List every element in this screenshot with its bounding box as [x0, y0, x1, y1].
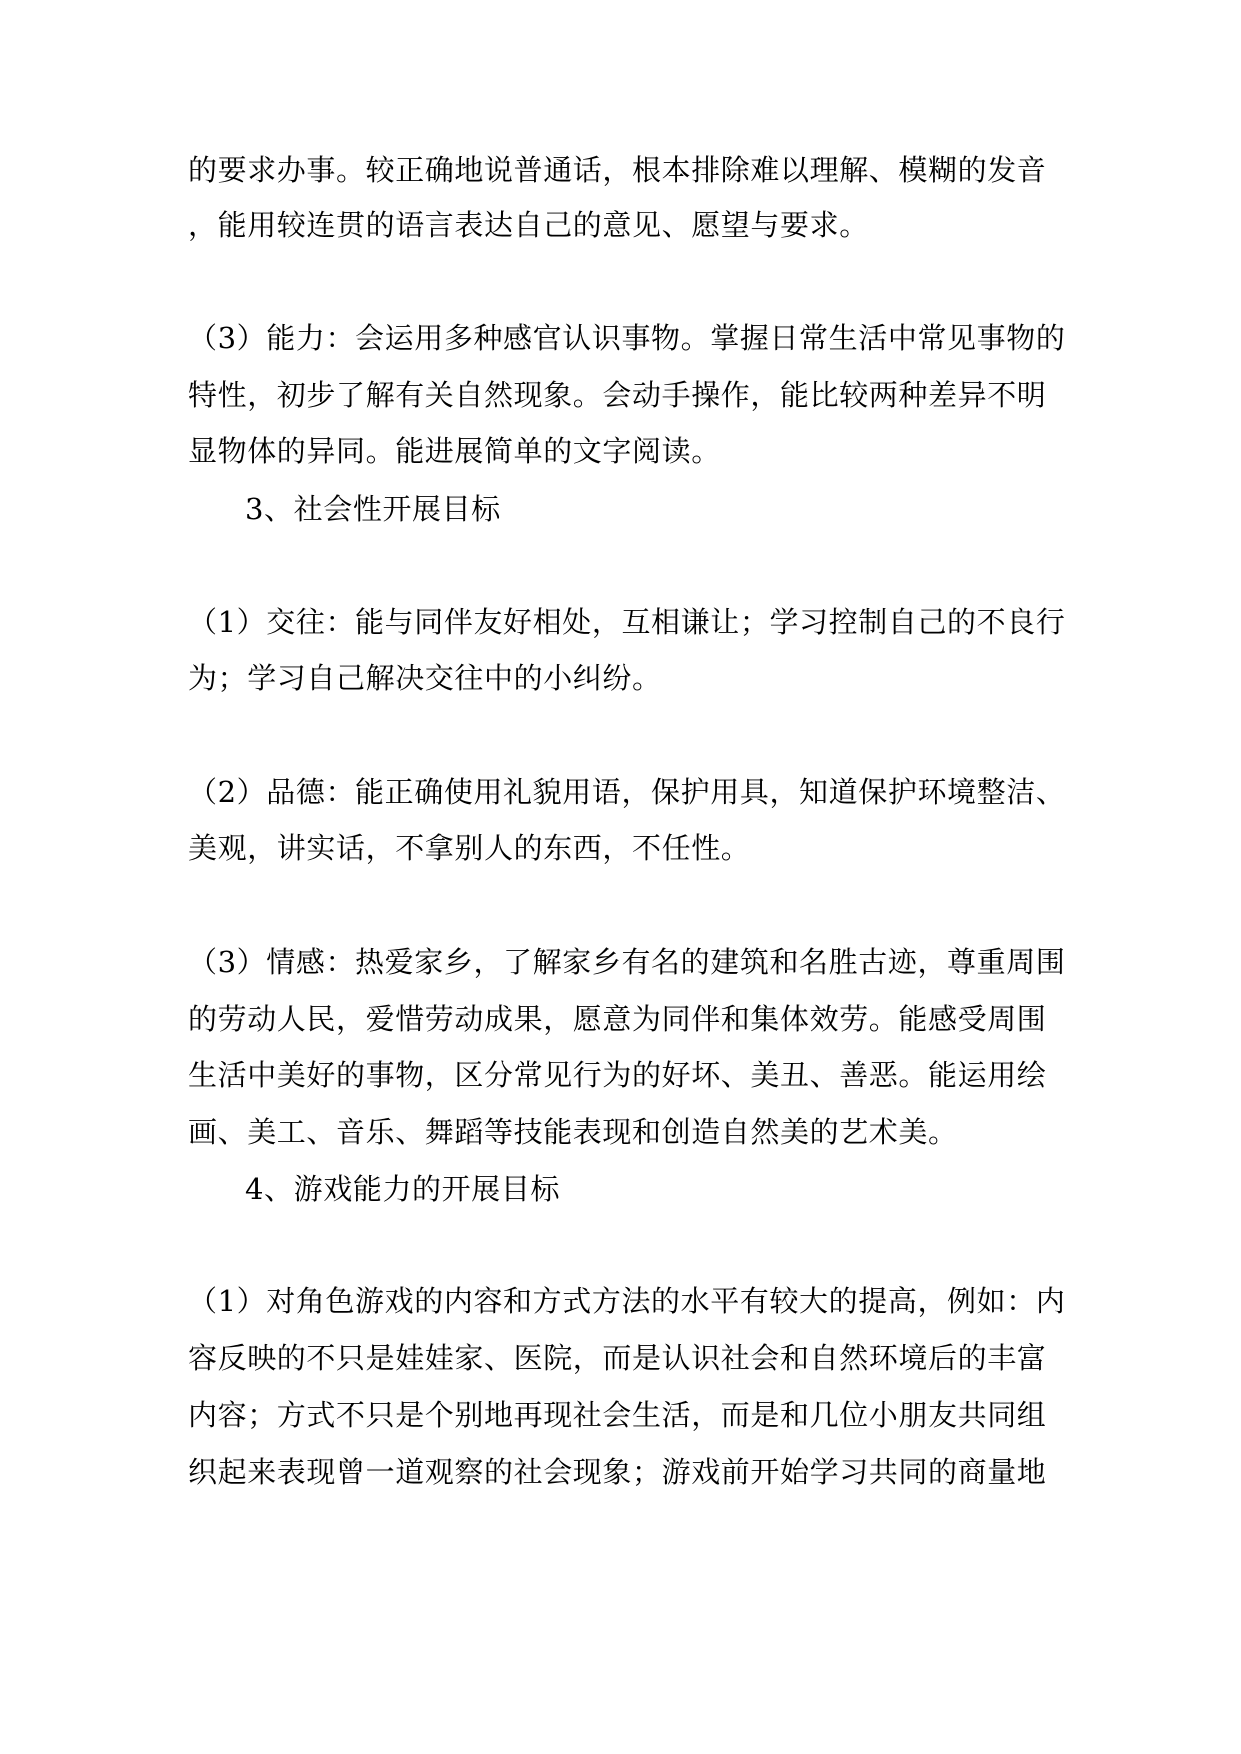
section-heading: 4、游戏能力的开展目标 — [245, 1172, 561, 1206]
text-line: （3）情感：热爱家乡，了解家乡有名的建筑和名胜古迹，尊重周围 — [188, 945, 1066, 979]
text-line: 的劳动人民，爱惜劳动成果，愿意为同伴和集体效劳。能感受周围 — [188, 1002, 1047, 1036]
text-line: （1）交往：能与同伴友好相处，互相谦让；学习控制自己的不良行 — [188, 605, 1066, 639]
text-line: 为；学习自己解决交往中的小纠纷。 — [188, 661, 662, 695]
text-line: 生活中美好的事物，区分常见行为的好坏、美丑、善恶。能运用绘 — [188, 1058, 1047, 1092]
text-line: 内容；方式不只是个别地再现社会生活，而是和几位小朋友共同组 — [188, 1398, 1047, 1432]
text-line: （3）能力：会运用多种感官认识事物。掌握日常生活中常见事物的 — [188, 321, 1066, 355]
text-line: ，能用较连贯的语言表达自己的意见、愿望与要求。 — [188, 208, 869, 242]
text-line: 美观，讲实话，不拿别人的东西，不任性。 — [188, 831, 751, 865]
text-line: 的要求办事。较正确地说普通话，根本排除难以理解、模糊的发音 — [188, 153, 1047, 187]
text-line: （1）对角色游戏的内容和方式方法的水平有较大的提高，例如：内 — [188, 1284, 1066, 1318]
section-heading: 3、社会性开展目标 — [245, 492, 501, 526]
text-line: 画、美工、音乐、舞蹈等技能表现和创造自然美的艺术美。 — [188, 1115, 958, 1149]
text-line: 显物体的异同。能进展简单的文字阅读。 — [188, 434, 721, 468]
text-line: 织起来表现曾一道观察的社会现象；游戏前开始学习共同的商量地 — [188, 1455, 1047, 1489]
text-line: 特性，初步了解有关自然现象。会动手操作，能比较两种差异不明 — [188, 378, 1047, 412]
text-line: （2）品德：能正确使用礼貌用语，保护用具，知道保护环境整洁、 — [188, 775, 1066, 809]
text-line: 容反映的不只是娃娃家、医院，而是认识社会和自然环境后的丰富 — [188, 1341, 1047, 1375]
